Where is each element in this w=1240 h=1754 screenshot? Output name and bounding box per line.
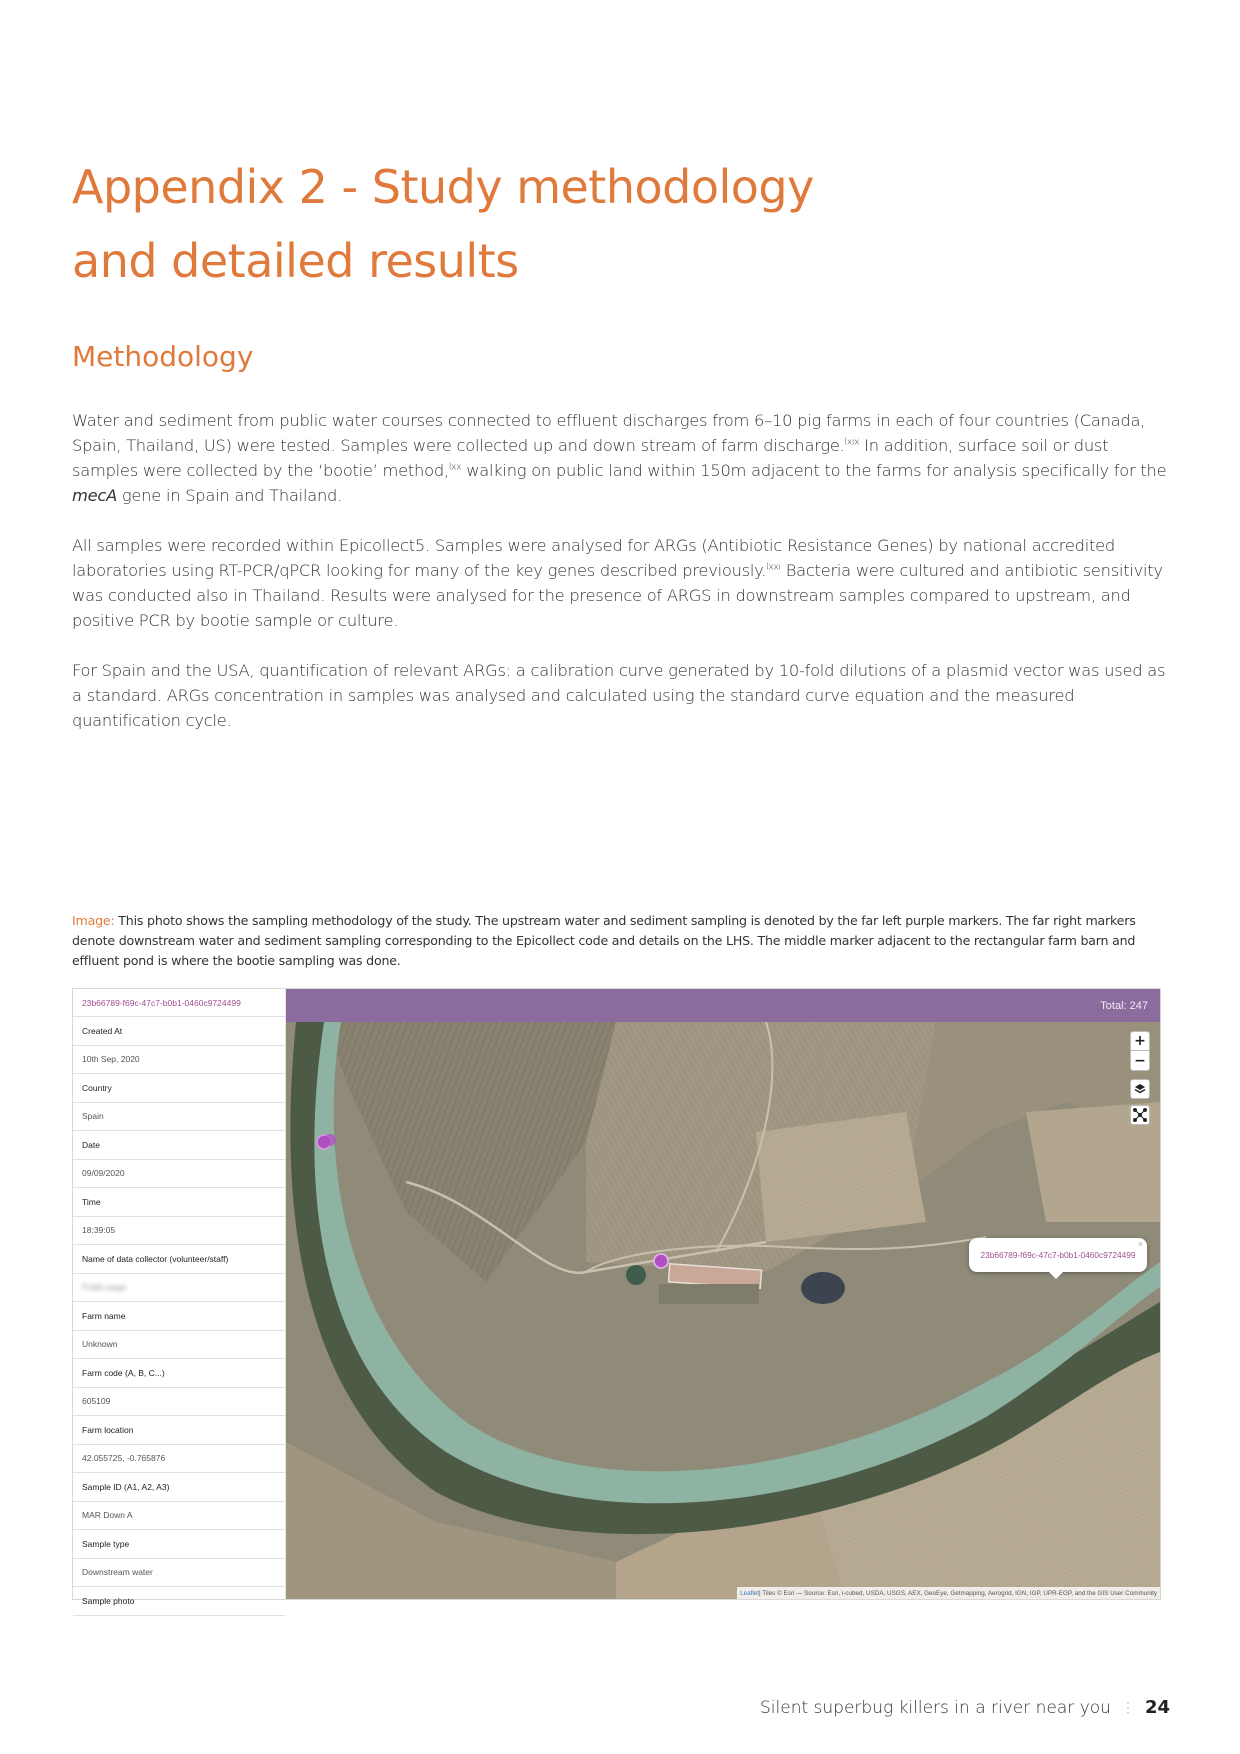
popup-tip	[1049, 1272, 1063, 1279]
water-tank	[626, 1265, 646, 1285]
paragraph-analysis	[72, 533, 1172, 633]
entry-details-panel	[73, 989, 286, 1606]
leaflet-link[interactable]: Leaflet	[740, 1589, 759, 1597]
entry-uuid[interactable]: 23b66789-f69c-47c7-b0b1-0460c9724499	[73, 989, 285, 1017]
page-title-line-1: Appendix 2 - Study methodology	[72, 160, 814, 214]
field-label: Sample type	[73, 1530, 285, 1559]
text-span: For Spain and the USA, quantification of relevant ARGs: a calibration curve generated by 10-fold dilutions of a plasmid vector was used as a standard. ARGs concentration in samples was analysed and calculated using the standard curve equation and the measured quantification cycle.	[72, 661, 1166, 730]
field-value: 605109	[73, 1388, 285, 1417]
minus-icon[interactable]: −	[1130, 1051, 1150, 1071]
layers-glyph	[1134, 1083, 1146, 1095]
field-label: Farm name	[73, 1302, 285, 1331]
text-span: In addition, surface soil or dust samples were collected by the ‘bootie’ method,	[72, 436, 1109, 480]
redacted-text: Public page	[82, 1282, 127, 1293]
page-number: 24	[1144, 1697, 1170, 1718]
page-title-line-2: and detailed results	[72, 234, 519, 288]
caption-label: Image:	[72, 913, 115, 928]
section-heading: Methodology	[72, 340, 254, 373]
footer-title: Silent superbug killers in a river near you	[760, 1697, 1111, 1718]
fullscreen-icon[interactable]	[1130, 1105, 1150, 1125]
field-label: Sample ID (A1, A2, A3)	[73, 1473, 285, 1502]
text-span: Bacteria were cultured and antibiotic sensitivity was conducted also in Thailand. Results were analysed for the presence of ARGS in downstream samples compared to upstream, and positive PCR by bootie sample or culture.	[72, 561, 1163, 630]
page-footer	[760, 1697, 1170, 1718]
plus-icon[interactable]: +	[1130, 1031, 1150, 1051]
footnote-ref: lxix	[844, 437, 860, 448]
text-span: Water and sediment from public water courses connected to effluent discharges from 6–10 pig farms in each of four countries (Canada, Spain, Thailand, US) were tested. Samples were collected up and down stream of farm discharge.	[72, 411, 1146, 455]
field-label: Country	[73, 1074, 285, 1103]
text-span: gene in Spain and Thailand.	[116, 486, 343, 505]
field-value-redacted	[73, 1274, 285, 1303]
gene-name: mecA	[72, 486, 117, 505]
map-header-bar	[286, 989, 1160, 1022]
field-plot	[756, 1112, 926, 1242]
total-count: Total: 247	[1100, 999, 1148, 1012]
satellite-map[interactable]	[286, 989, 1160, 1599]
attribution-text: | Tiles © Esri — Source: Esri, i-cubed, USDA, USGS, AEX, GeoEye, Getmapping, Aerogrid, IGN, IGP, UPR-EGP, and the GIS User Community	[759, 1589, 1157, 1597]
field-value: Unknown	[73, 1331, 285, 1360]
close-icon[interactable]: ×	[1137, 1239, 1143, 1249]
field-label: Date	[73, 1131, 285, 1160]
footer-separator: ⋮	[1120, 1699, 1135, 1716]
bootie-marker	[654, 1254, 668, 1268]
popup-uuid[interactable]: 23b66789-f69c-47c7-b0b1-0460c9724499	[980, 1250, 1136, 1260]
upstream-marker	[324, 1134, 336, 1146]
field-value: 09/09/2020	[73, 1160, 285, 1189]
caption-text: This photo shows the sampling methodology of the study. The upstream water and sediment sampling is denoted by the far left purple markers. The far right markers denote downstream water and sediment sampling corresponding to the Epicollect code and details on the LHS. The middle marker adjacent to the rectangular farm barn and effluent pond is where the bootie sampling was done.	[72, 913, 1136, 968]
paragraph-sampling	[72, 408, 1172, 508]
field-value: Spain	[73, 1103, 285, 1132]
field-label: Farm location	[73, 1416, 285, 1445]
field-value: 10th Sep, 2020	[73, 1046, 285, 1075]
map-controls	[1130, 1031, 1150, 1125]
epicollect-screenshot	[72, 988, 1161, 1606]
field-label: Created At	[73, 1017, 285, 1046]
field-value: 18:39:05	[73, 1217, 285, 1246]
field-value: MAR Down A	[73, 1502, 285, 1531]
field-value: 42.055725, -0.765876	[73, 1445, 285, 1474]
field-value: Downstream water	[73, 1559, 285, 1588]
layers-icon[interactable]	[1130, 1079, 1150, 1099]
image-caption	[72, 911, 1172, 971]
field-label: Farm code (A, B, C...)	[73, 1359, 285, 1388]
farm-yard	[659, 1284, 759, 1304]
map-imagery[interactable]	[286, 1022, 1160, 1599]
paragraph-quantification	[72, 658, 1172, 733]
text-span: All samples were recorded within Epicollect5. Samples were analysed for ARGs (Antibiotic Resistance Genes) by national accredited laboratories using RT-PCR/qPCR looking for many of the key genes described previously.	[72, 536, 1115, 580]
field-label: Time	[73, 1188, 285, 1217]
text-span: walking on public land within 150m adjacent to the farms for analysis specifically for the	[461, 461, 1167, 480]
fullscreen-glyph	[1133, 1108, 1147, 1122]
footnote-ref: lxx	[448, 462, 462, 473]
footnote-ref: lxxi	[766, 562, 781, 573]
map-attribution	[737, 1587, 1160, 1599]
field-label: Name of data collector (volunteer/staff)	[73, 1245, 285, 1274]
field-label: Sample photo	[73, 1587, 285, 1616]
effluent-pond	[801, 1272, 845, 1304]
marker-popup	[969, 1238, 1147, 1272]
page-title	[72, 150, 814, 298]
